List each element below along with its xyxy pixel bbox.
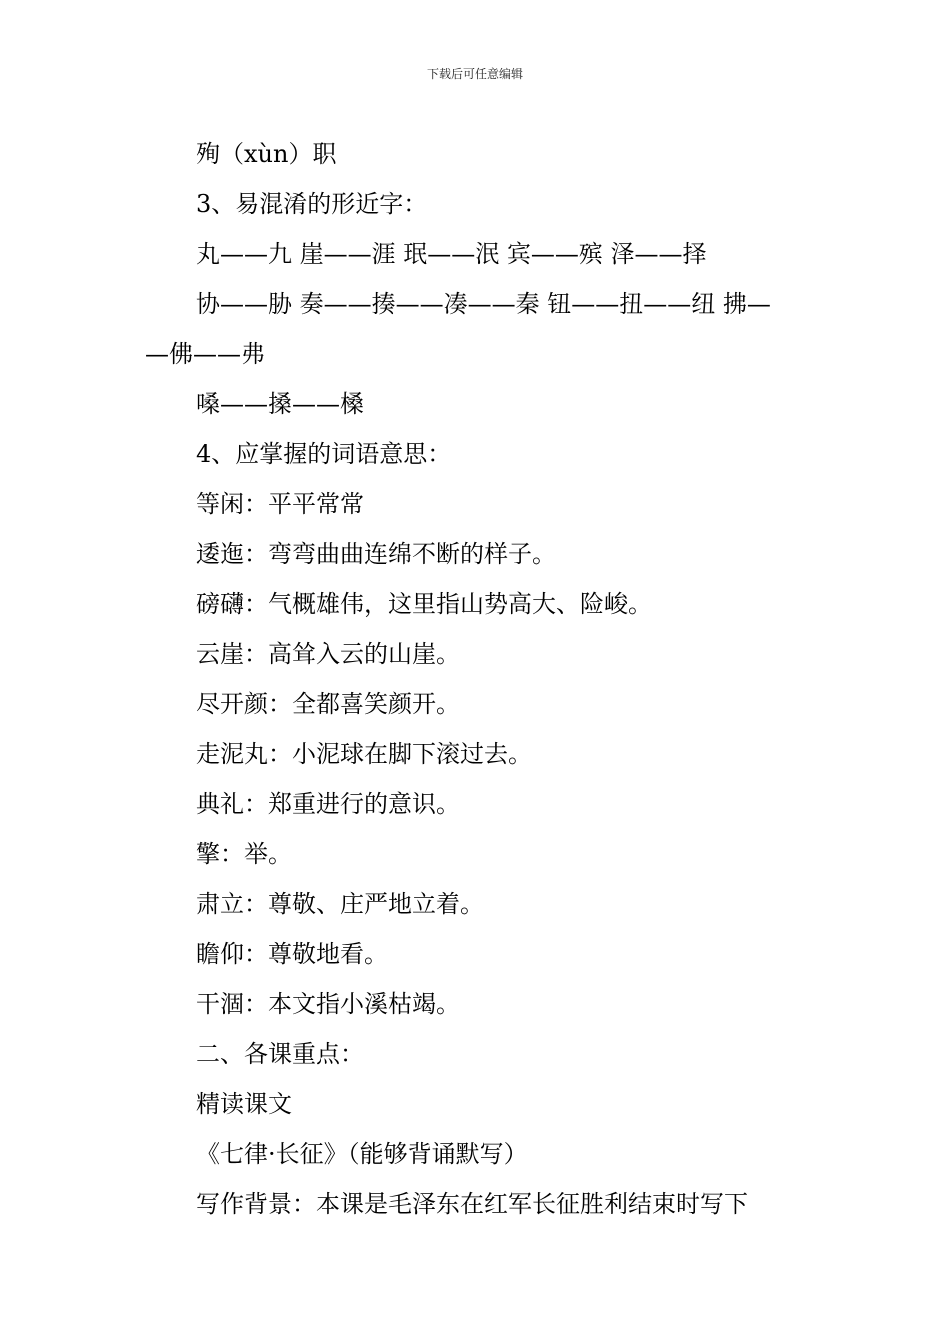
definition-line: 等闲：平平常常 — [196, 490, 364, 518]
subheading-intensive-reading: 精读课文 — [196, 1090, 292, 1118]
document-body — [145, 129, 810, 1229]
definition-line: 典礼：郑重进行的意识。 — [196, 790, 460, 818]
paragraph-line: 协——胁 奏——揍——凑——秦 钮——扭——纽 拂— — [196, 290, 771, 318]
definition-line: 磅礴：气概雄伟，这里指山势高大、险峻。 — [196, 590, 652, 618]
definition-line: 擎：举。 — [196, 840, 292, 868]
section-heading-similar-characters: 3、易混淆的形近字： — [196, 190, 428, 218]
section-heading-word-meanings: 4、应掌握的词语意思： — [196, 440, 452, 468]
paragraph-line-continuation: —佛——弗 — [145, 340, 265, 368]
paragraph-line: 殉（xùn）职 — [196, 140, 337, 168]
paragraph-line: 嗓——搡——槡 — [196, 390, 364, 418]
definition-line: 走泥丸：小泥球在脚下滚过去。 — [196, 740, 532, 768]
paragraph-line: 写作背景：本课是毛泽东在红军长征胜利结束时写下 — [196, 1190, 748, 1218]
definition-line: 尽开颜：全都喜笑颜开。 — [196, 690, 460, 718]
definition-line: 干涸：本文指小溪枯竭。 — [196, 990, 460, 1018]
definition-line: 逶迤：弯弯曲曲连绵不断的样子。 — [196, 540, 556, 568]
definition-line: 瞻仰：尊敬地看。 — [196, 940, 388, 968]
paragraph-line: 丸——九 崖——涯 珉——泯 宾——殡 泽——择 — [196, 240, 707, 268]
definition-line: 肃立：尊敬、庄严地立着。 — [196, 890, 484, 918]
page-header: 下载后可任意编辑 — [426, 67, 523, 81]
lesson-title: 《七律·长征》（能够背诵默写） — [196, 1140, 528, 1168]
definition-line: 云崖：高耸入云的山崖。 — [196, 640, 460, 668]
section-heading-lesson-points: 二、各课重点： — [196, 1040, 364, 1068]
